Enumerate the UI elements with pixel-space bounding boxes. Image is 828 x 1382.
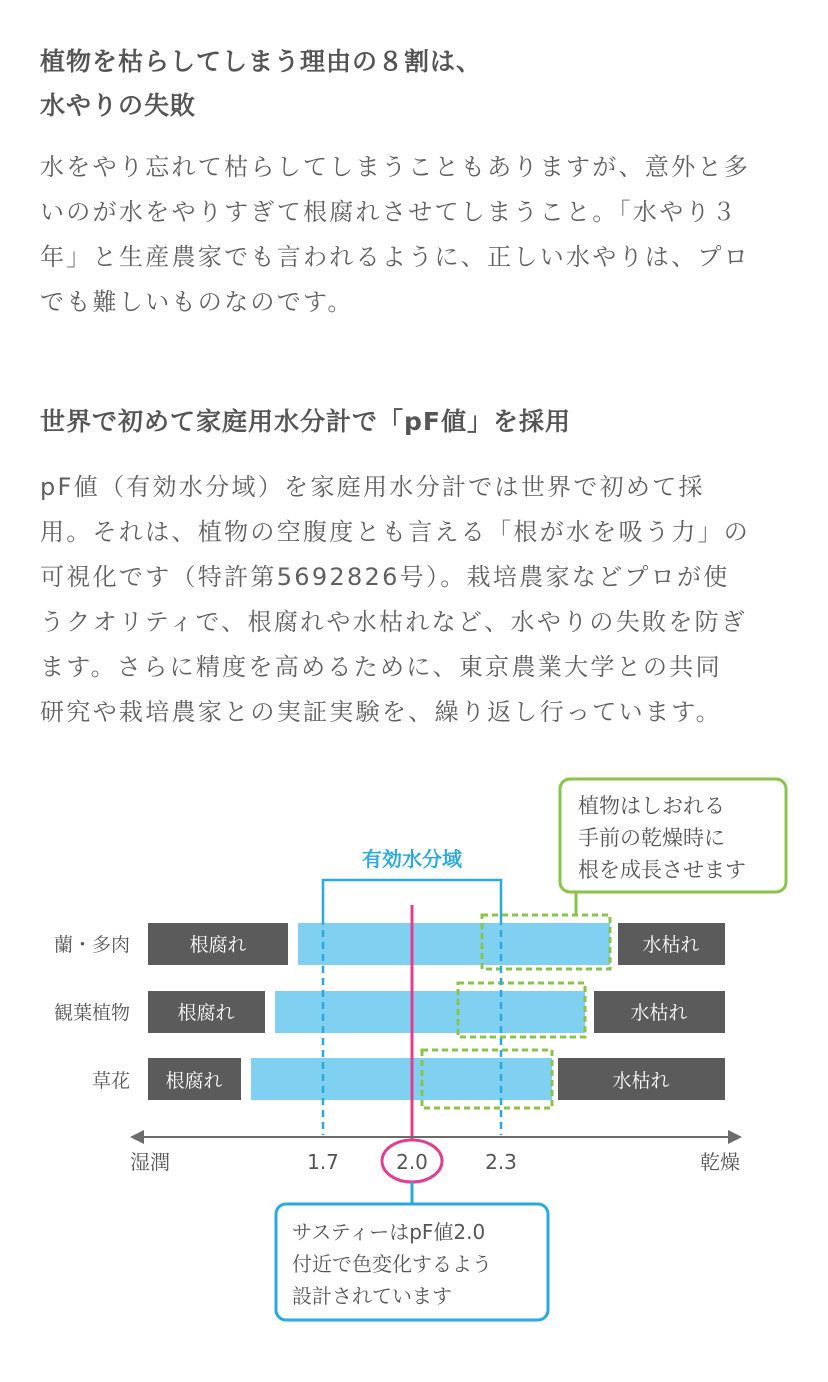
growth-callout-line: 根を成長させます xyxy=(578,858,746,882)
axis-wet-label: 湿潤 xyxy=(130,1150,170,1174)
paragraph-line: 可視化です（特許第5692826号）。栽培農家などプロが使 xyxy=(40,563,730,591)
heading-line: 水やりの失敗 xyxy=(40,91,197,120)
axis-tick-label: 1.7 xyxy=(307,1150,339,1174)
paragraph-line: 年」と生産農家でも言われるように、正しい水やりは、プロ xyxy=(40,243,751,271)
sustee-callout-line: サスティーはpF値2.0 xyxy=(292,1220,486,1244)
paragraph-line: pF値（有効水分域）を家庭用水分計では世界で初めて採 xyxy=(40,473,705,501)
growth-callout-line: 植物はしおれる xyxy=(578,794,725,818)
heading-watering-failure xyxy=(40,40,482,128)
pf-axis xyxy=(130,1130,742,1182)
dry-out-label: 水枯れ xyxy=(612,1070,670,1092)
paragraph-line: ます。さらに精度を高めるために、東京農業大学との共同 xyxy=(40,653,722,681)
pf-range-diagram xyxy=(0,770,828,1340)
sustee-callout-line: 付近で色変化するよう xyxy=(292,1252,492,1276)
paragraph-watering xyxy=(40,145,792,325)
growth-callout xyxy=(560,779,786,915)
paragraph-line: でも難しいものなのです。 xyxy=(40,288,354,316)
water-range-bar xyxy=(298,923,610,965)
dry-out-label: 水枯れ xyxy=(642,934,700,956)
paragraph-line: 研究や栽培農家との実証実験を、繰り返し行っています。 xyxy=(40,698,722,726)
row-plant-label: 蘭・多肉 xyxy=(53,934,130,956)
row-plant-label: 草花 xyxy=(91,1070,130,1092)
paragraph-line: 用。それは、植物の空腹度とも言える「根が水を吸う力」の xyxy=(40,518,751,546)
paragraph-line: 水をやり忘れて枯らしてしまうこともありますが、意外と多 xyxy=(40,153,751,181)
paragraph-line: うクオリティで、根腐れや水枯れなど、水やりの失敗を防ぎ xyxy=(40,608,748,636)
effective-range-label: 有効水分域 xyxy=(362,847,462,871)
axis-dry-label: 乾燥 xyxy=(700,1150,740,1174)
row-plant-label: 観葉植物 xyxy=(53,1002,130,1024)
heading-line: 植物を枯らしてしまう理由の８割は、 xyxy=(40,47,483,76)
root-rot-label: 根腐れ xyxy=(165,1070,223,1092)
root-rot-label: 根腐れ xyxy=(177,1002,235,1024)
growth-callout-line: 手前の乾燥時に xyxy=(578,826,725,850)
axis-tick-label: 2.3 xyxy=(485,1150,517,1174)
sustee-callout xyxy=(276,1182,548,1320)
water-range-bar xyxy=(275,991,585,1033)
dry-out-label: 水枯れ xyxy=(630,1002,688,1024)
chart-row-orchid-succulent xyxy=(54,915,725,969)
heading-line: 世界で初めて家庭用水分計で「pF値」を採用 xyxy=(40,407,571,436)
axis-right-arrow-icon xyxy=(728,1130,742,1144)
heading-pf-value xyxy=(40,400,571,444)
axis-tick-label: 2.0 xyxy=(396,1150,428,1174)
chart-row-flowering-plant xyxy=(92,1050,725,1108)
sustee-callout-line: 設計されています xyxy=(292,1284,452,1308)
axis-left-arrow-icon xyxy=(130,1130,144,1144)
root-rot-label: 根腐れ xyxy=(189,934,247,956)
paragraph-pf-value xyxy=(40,465,792,735)
paragraph-line: いのが水をやりすぎて根腐れさせてしまうこと。「水やり３ xyxy=(40,198,739,226)
chart-row-foliage-plant xyxy=(54,983,725,1037)
water-range-bar xyxy=(251,1058,552,1100)
